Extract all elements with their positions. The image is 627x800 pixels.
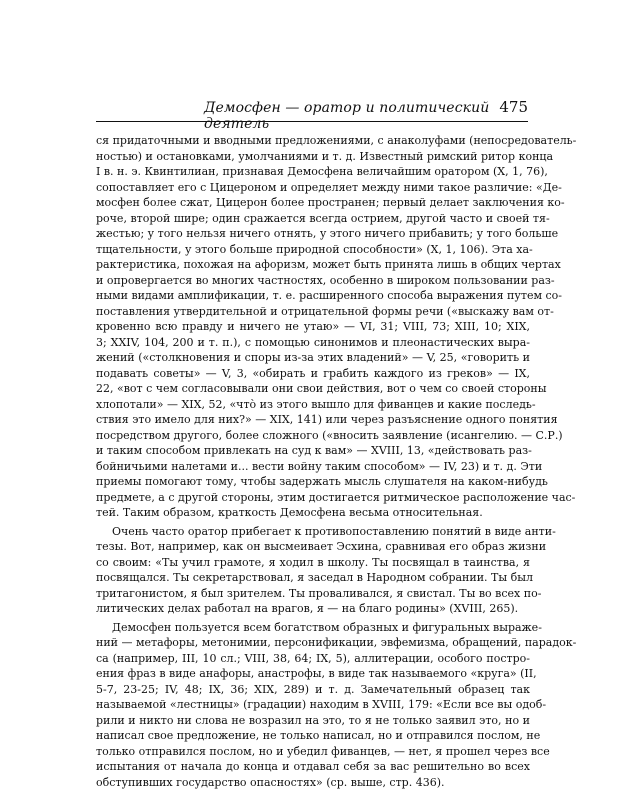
text-line: обступивших государство опасностях» (ср. выше, стр. 436). [96,775,445,789]
text-line: бойничьими налетами и... вести войну таким способом» — IV, 23) и т. д. Эти [96,459,543,473]
text-line: ения фраз в виде анафоры, анастрофы, в виде так называемого «круга» (II, [96,667,537,680]
text-line: приемы помогают тому, чтобы задержать мысль слушателя на каком-нибудь [96,475,548,488]
text-line: называемой «лестницы» (градации) находим в XVIII, 179: «Если все вы одоб- [96,698,547,711]
text-line: 3; XXIV, 104, 200 и т. п.), с помощью синонимов и плеонастических выра- [96,335,530,349]
paragraph [96,524,556,617]
text-line: литических делах работал на врагов, я — на благо родины» (XVIII, 265). [96,602,519,615]
text-line: посредством другого, более сложного («вносить заявление (исангелию. — С.Р.) [96,428,563,442]
paragraph [96,133,577,521]
paragraph [96,620,577,791]
text-line: 5-7, 23-25; IV, 48; IX, 36; XIX, 289) и т. д. Замечательный образец так [96,682,530,696]
body-text [96,133,577,790]
text-line: ствия это имело для них?» — XIX, 141) или через разъяснение одного понятия [96,413,558,426]
text-line: и опровергается во многих частностях, особенно в широком пользовании раз- [96,273,555,287]
text-line: со своим: «Ты учил грамоте, я ходил в школу. Ты посвящал в таинства, я [96,555,530,569]
text-line: I в. н. э. Квинтилиан, признавая Демосфена величайшим оратором (X, 1, 76), [96,165,548,178]
text-line: поставления утвердительной и отрицательной формы речи («выскажу вам от- [96,304,554,318]
text-line: предмете, а с другой стороны, этим достигается ритмическое расположение час- [96,490,576,504]
text-line: посвящался. Ты секретарствовал, я заседал в Народном собрании. Ты был [96,571,533,584]
page-number: 475 [499,98,528,116]
text-line: хлопотали» — XIX, 52, «что̀ из этого вышло для фиванцев и какие последь- [96,397,536,411]
text-line: ний — метафоры, метонимии, персонификации, эвфемизма, обращений, парадок- [96,636,577,649]
text-line: ными видами амплификации, т. е. расширенного способа выражения путем со- [96,289,563,302]
text-line: только отправился послом, но и убедил фиванцев, — нет, я прошел через все [96,744,550,758]
text-line: сопоставляет его с Цицероном и определяет между ними такое различие: «Де- [96,180,562,194]
text-line: кровенно всю правду и ничего не утаю» — VI, 31; VIII, 73; XIII, 10; XIX, [96,320,530,333]
text-line: рили и никто ни слова не возразил на это, то я не только заявил это, но и [96,713,530,727]
text-line: написал свое предложение, не только написал, но и отправился послом, не [96,729,541,742]
text-line: тритагонистом, я был зрителем. Ты проваливался, я свистал. Ты во всех по- [96,586,542,600]
text-line: тей. Таким образом, краткость Демосфена весьма относительная. [96,506,483,519]
text-line: мосфен более сжат, Цицерон более пространен; первый делает заключения ко- [96,196,565,209]
text-line: ностью) и остановками, умолчаниями и т. д. Известный римский ритор конца [96,149,554,163]
text-line: Очень часто оратор прибегает к противопоставлению понятий в виде анти- [112,524,556,538]
text-line: роче, второй шире; один сражается всегда острием, другой часто и своей тя- [96,211,550,225]
text-line: са (например, III, 10 сл.; VIII, 38, 64; IX, 5), аллитерации, особого постро- [96,651,530,665]
text-line: и таким способом привлекать на суд к вам» — XVIII, 13, «действовать раз- [96,444,532,457]
text-line: тезы. Вот, например, как он высмеивает Эсхина, сравнивая его образ жизни [96,540,547,553]
text-line: жестью; у того нельзя ничего отнять, у этого ничего прибавить; у того больше [96,227,559,240]
text-line: жений («столкновения и споры из-за этих владений» — V, 25, «говорить и [96,351,530,364]
text-line: тщательности, у этого больше природной способности» (X, 1, 106). Эта ха- [96,242,533,256]
text-line: подавать советы» — V, 3, «обирать и грабить каждого из греков» — IX, [96,366,530,380]
text-line: рактеристика, похожая на афоризм, может быть принята лишь в общих чертах [96,258,561,271]
text-line: 22, «вот с чем согласовывали они свои действия, вот о чем со своей стороны [96,382,547,395]
running-header [96,98,528,132]
text-line: испытания от начала до конца и отдавал себя за вас решительно во всех [96,760,530,773]
text-line: Демосфен пользуется всем богатством образных и фигуральных выраже- [112,620,542,634]
text-line: ся придаточными и вводными предложениями, с анаколуфами (непосредователь- [96,134,577,147]
header-rule [96,121,528,122]
running-title: Демосфен — оратор и политический деятель [204,100,490,132]
